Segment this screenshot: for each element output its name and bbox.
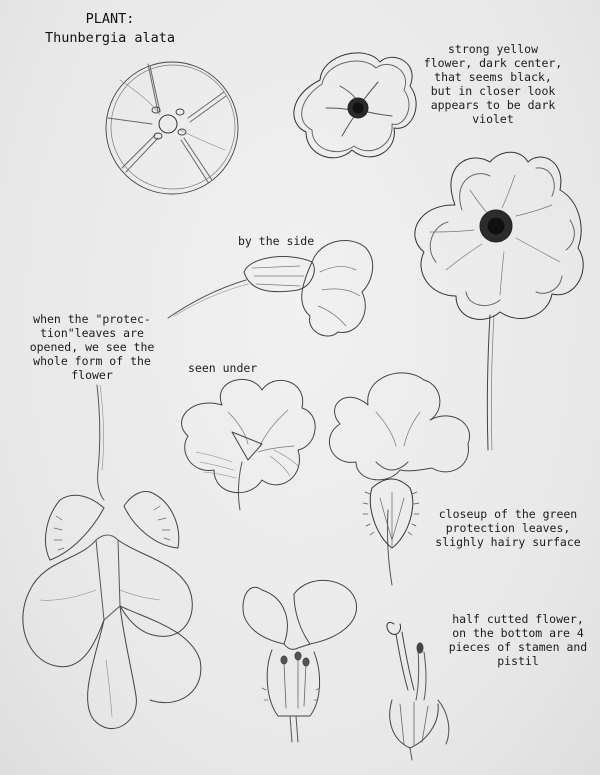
note-half-cut-flower: half cutted flower, on the bottom are 4 pieces of stamen and pistil — [448, 612, 588, 668]
construction-circle-sketch — [106, 62, 238, 194]
note-color-description: strong yellow flower, dark center, that seems black, but in closer look appears to be dark violet — [423, 42, 563, 126]
note-by-the-side: by the side — [238, 234, 315, 248]
protection-leaves-closeup-sketch — [329, 373, 469, 585]
front-flower-sketch — [294, 53, 416, 158]
note-opened-leaves: when the "protec- tion"leaves are opened, we see the whole form of the flower — [29, 312, 155, 382]
note-closeup-leaves: closeup of the green protection leaves, slighly hairy surface — [435, 507, 581, 549]
note-seen-under: seen under — [188, 361, 258, 375]
large-flower-sketch — [415, 152, 583, 450]
flower-seen-under-sketch — [182, 379, 316, 510]
side-view-flower-sketch — [168, 240, 373, 336]
half-cut-flower-sketch — [243, 580, 357, 742]
title-line-2: Thunbergia alata — [44, 30, 176, 46]
opened-flower-sketch — [23, 385, 201, 729]
title-line-1: PLANT: — [85, 11, 135, 27]
stamen-and-pistil-sketch — [387, 622, 449, 760]
